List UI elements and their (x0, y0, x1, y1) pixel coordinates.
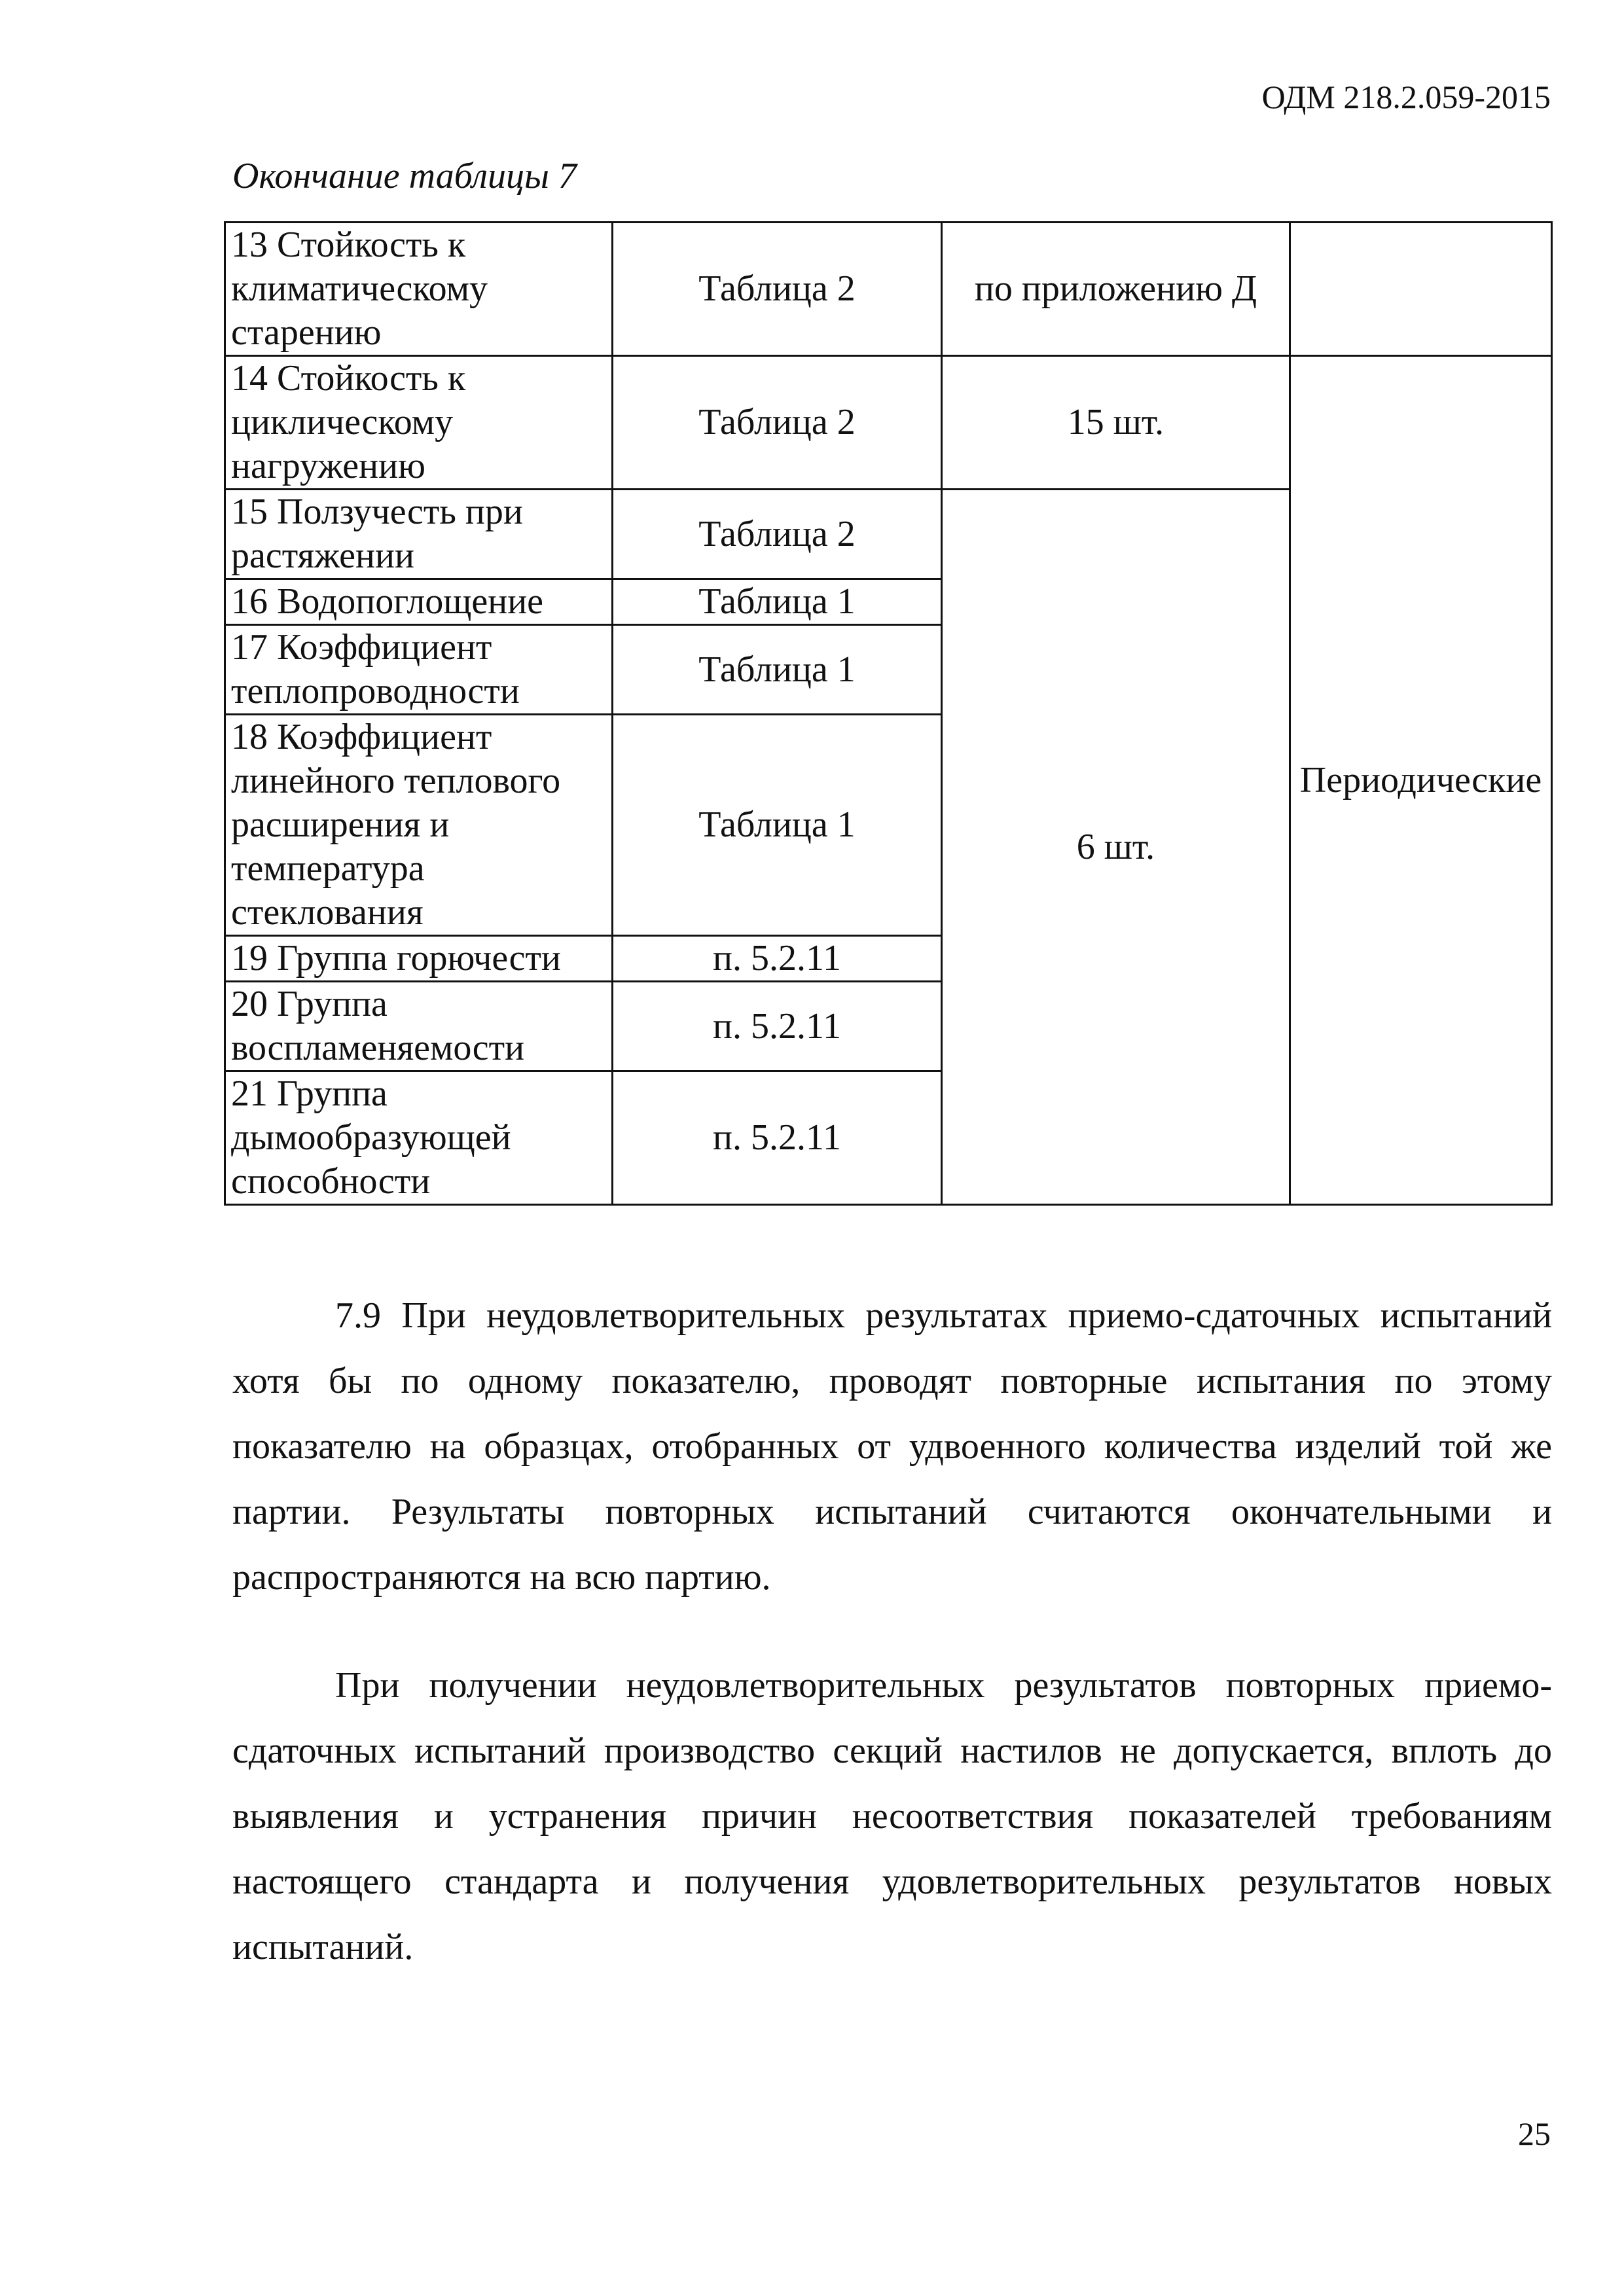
indicator-name: 18 Коэффициент линейного теплового расширения и температура стеклования (225, 715, 613, 936)
indicator-name: 16 Водопоглощение (225, 579, 613, 625)
indicator-name: 13 Стойкость к климатическому старению (225, 223, 613, 356)
test-type: Периодические (1290, 356, 1552, 1205)
indicator-name: 19 Группа горючести (225, 936, 613, 982)
paragraph-repeat-tests: При получении неудовлетворительных результатов повторных приемо-сдаточных испытаний производство секций настилов не допускается, вплоть до выявления и устранения причин несоответствия показателей требованиям настоящего стандарта и получения удовлетворительных результатов новых испытаний. (232, 1665, 1552, 1967)
indicator-name: 15 Ползучесть при растяжении (225, 490, 613, 579)
indicator-name: 21 Группа дымообразующей способности (225, 1071, 613, 1205)
requirement-reference: п. 5.2.11 (613, 1071, 942, 1205)
sample-count: по приложению Д (942, 223, 1290, 356)
requirement-reference: Таблица 2 (613, 356, 942, 490)
requirement-reference: Таблица 1 (613, 625, 942, 715)
requirement-reference: Таблица 1 (613, 715, 942, 936)
requirement-reference: Таблица 2 (613, 490, 942, 579)
indicator-name: 20 Группа воспламеняемости (225, 982, 613, 1071)
requirement-reference: Таблица 2 (613, 223, 942, 356)
requirement-reference: п. 5.2.11 (613, 936, 942, 982)
indicator-name: 17 Коэффициент теплопроводности (225, 625, 613, 715)
paragraph-7-9: 7.9 При неудовлетворительных результатах приемо-сдаточных испытаний хотя бы по одному показателю, проводят повторные испытания по этому показателю на образцах, отобранных от удвоенного количества изделий той же партии. Результаты повторных испытаний считаются окончательными и распространяются на всю партию. (232, 1295, 1552, 1598)
table-caption: Окончание таблицы 7 (232, 156, 577, 196)
test-requirements-table (224, 221, 1553, 1206)
requirement-reference: п. 5.2.11 (613, 982, 942, 1071)
sample-count: 6 шт. (942, 490, 1290, 1205)
requirement-reference: Таблица 1 (613, 579, 942, 625)
sample-count: 15 шт. (942, 356, 1290, 490)
document-code: ОДМ 218.2.059-2015 (1261, 79, 1551, 115)
table-row (225, 223, 1552, 356)
table-row (225, 356, 1552, 490)
test-type (1290, 223, 1552, 356)
page-number: 25 (1518, 2115, 1551, 2152)
indicator-name: 14 Стойкость к циклическому нагружению (225, 356, 613, 490)
